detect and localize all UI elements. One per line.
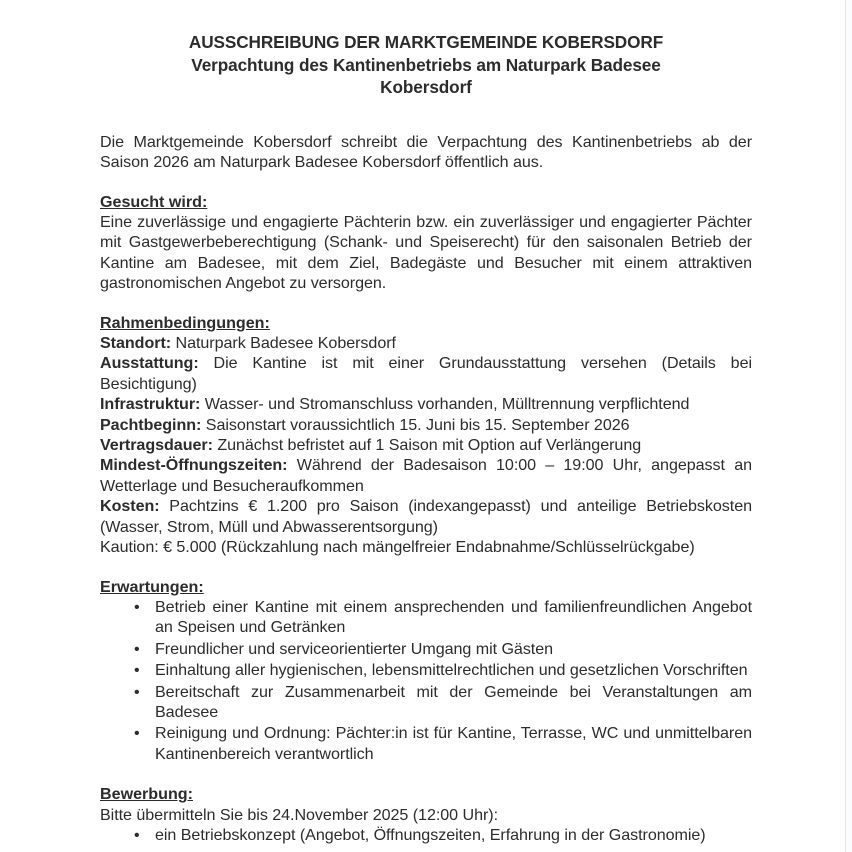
list-item-text: Reinigung und Ordnung: Pächter:in ist für Kantine, Terrasse, WC und unmittelbaren Kantinenbereich verantwortlich [155, 724, 752, 763]
rahmen-value-ausstattung: Die Kantine ist mit einer Grundausstattung versehen (Details bei Besichtigung) [100, 354, 752, 393]
list-item [100, 660, 752, 680]
rahmen-item-ausstattung [100, 353, 752, 394]
title-line-2: Verpachtung des Kantinenbetriebs am Naturpark Badesee [191, 54, 661, 75]
rahmen-label-kaution: Kaution: [100, 538, 159, 557]
list-item [100, 825, 752, 845]
bullet-icon: • [134, 661, 140, 680]
rahmen-label-infrastruktur: Infrastruktur: [100, 395, 201, 414]
bullet-icon: • [134, 724, 140, 743]
rahmen-value-oeffnungszeiten: Während der Badesaison 10:00 – 19:00 Uhr, angepasst an Wetterlage und Besucheraufkommen [100, 456, 752, 495]
rahmen-value-standort: Naturpark Badesee Kobersdorf [175, 334, 396, 353]
section-heading-erwartungen: Erwartungen: [100, 577, 204, 596]
section-heading-bewerbung: Bewerbung: [100, 785, 193, 804]
list-item-text: Einhaltung aller hygienischen, lebensmittelrechtlichen und gesetzlichen Vorschriften [155, 661, 748, 680]
spacer-after-title-2 [100, 123, 752, 132]
page-edge-outside-margin [846, 0, 852, 852]
rahmen-item-kosten [100, 496, 752, 537]
rahmen-item-infrastruktur [100, 394, 752, 414]
rahmen-label-standort: Standort: [100, 334, 172, 353]
list-item [100, 597, 752, 638]
section-heading-gesucht: Gesucht wird: [100, 192, 208, 211]
rahmen-value-vertragsdauer: Zunächst befristet auf 1 Saison mit Option auf Verlängerung [217, 436, 642, 455]
spacer-before-bewerbung [100, 765, 752, 784]
bullet-icon: • [134, 597, 140, 616]
rahmen-label-pachtbeginn: Pachtbeginn: [100, 415, 202, 434]
document-title [100, 0, 752, 99]
list-item-text: ein Betriebskonzept (Angebot, Öffnungszeiten, Erfahrung in der Gastronomie) [155, 825, 706, 844]
list-item-text: Freundlicher und serviceorientierter Umgang mit Gästen [155, 639, 554, 658]
rahmen-value-kosten: Pachtzins € 1.200 pro Saison (indexangepasst) und anteilige Betriebskosten (Wasser, Strom, Müll und Abwasserentsorgung) [100, 497, 752, 536]
spacer-before-rahmen [100, 294, 752, 313]
title-line-3: Kobersdorf [380, 77, 472, 98]
bewerbung-intro: Bitte übermitteln Sie bis 24.November 2025 (12:00 Uhr): [100, 805, 499, 824]
section-heading-rahmenbedingungen: Rahmenbedingungen: [100, 313, 270, 332]
rahmen-value-kaution: € 5.000 (Rückzahlung nach mängelfreier Endabnahme/Schlüsselrückgabe) [163, 538, 695, 557]
list-item-text: Betrieb einer Kantine mit einem ansprechenden und familienfreundlichen Angebot an Speisen und Getränken [155, 597, 752, 637]
rahmen-item-vertragsdauer [100, 435, 752, 455]
rahmen-value-infrastruktur: Wasser- und Stromanschluss vorhanden, Mülltrennung verpflichtend [204, 395, 690, 414]
spacer-before-erwartungen [100, 558, 752, 577]
title-line-1: AUSSCHREIBUNG DER MARKTGEMEINDE KOBERSDORF [188, 32, 664, 52]
rahmen-value-pachtbeginn: Saisonstart voraussichtlich 15. Juni bis 15. September 2026 [205, 415, 630, 434]
bullet-icon: • [134, 639, 140, 658]
bullet-icon: • [134, 825, 140, 844]
document-content [100, 0, 752, 844]
bullet-icon: • [134, 682, 140, 701]
rahmen-label-kosten: Kosten: [100, 497, 160, 516]
rahmen-item-pachtbeginn [100, 415, 752, 435]
intro-paragraph: Die Marktgemeinde Kobersdorf schreibt die Verpachtung des Kantinenbetriebs ab der Saison 2026 am Naturpark Badesee Kobersdorf öffentlich aus. [100, 132, 752, 172]
bewerbung-list [100, 825, 752, 844]
list-item [100, 723, 752, 764]
rahmen-label-vertragsdauer: Vertragsdauer: [100, 436, 213, 455]
rahmen-item-standort [100, 333, 752, 353]
spacer-after-title [100, 99, 752, 123]
spacer-before-gesucht [100, 173, 752, 192]
list-item-text: Bereitschaft zur Zusammenarbeit mit der Gemeinde bei Veranstaltungen am Badesee [155, 682, 752, 721]
rahmen-label-ausstattung: Ausstattung: [100, 354, 199, 373]
gesucht-body: Eine zuverlässige und engagierte Pächterin bzw. ein zuverlässiger und engagierter Pächter mit Gastgewerbeberechtigung (Schank- und Speiserecht) für den saisonalen Betrieb der Kantine am Badesee, mit dem Ziel, Badegäste und Besucher mit einem attraktiven gastronomischen Angebot zu versorgen. [100, 213, 752, 293]
rahmen-label-oeffnungszeiten: Mindest-Öffnungszeiten: [100, 456, 288, 475]
rahmen-item-kaution [100, 537, 752, 557]
list-item [100, 682, 752, 723]
erwartungen-list [100, 597, 752, 764]
rahmen-item-oeffnungszeiten [100, 455, 752, 496]
list-item [100, 639, 752, 659]
